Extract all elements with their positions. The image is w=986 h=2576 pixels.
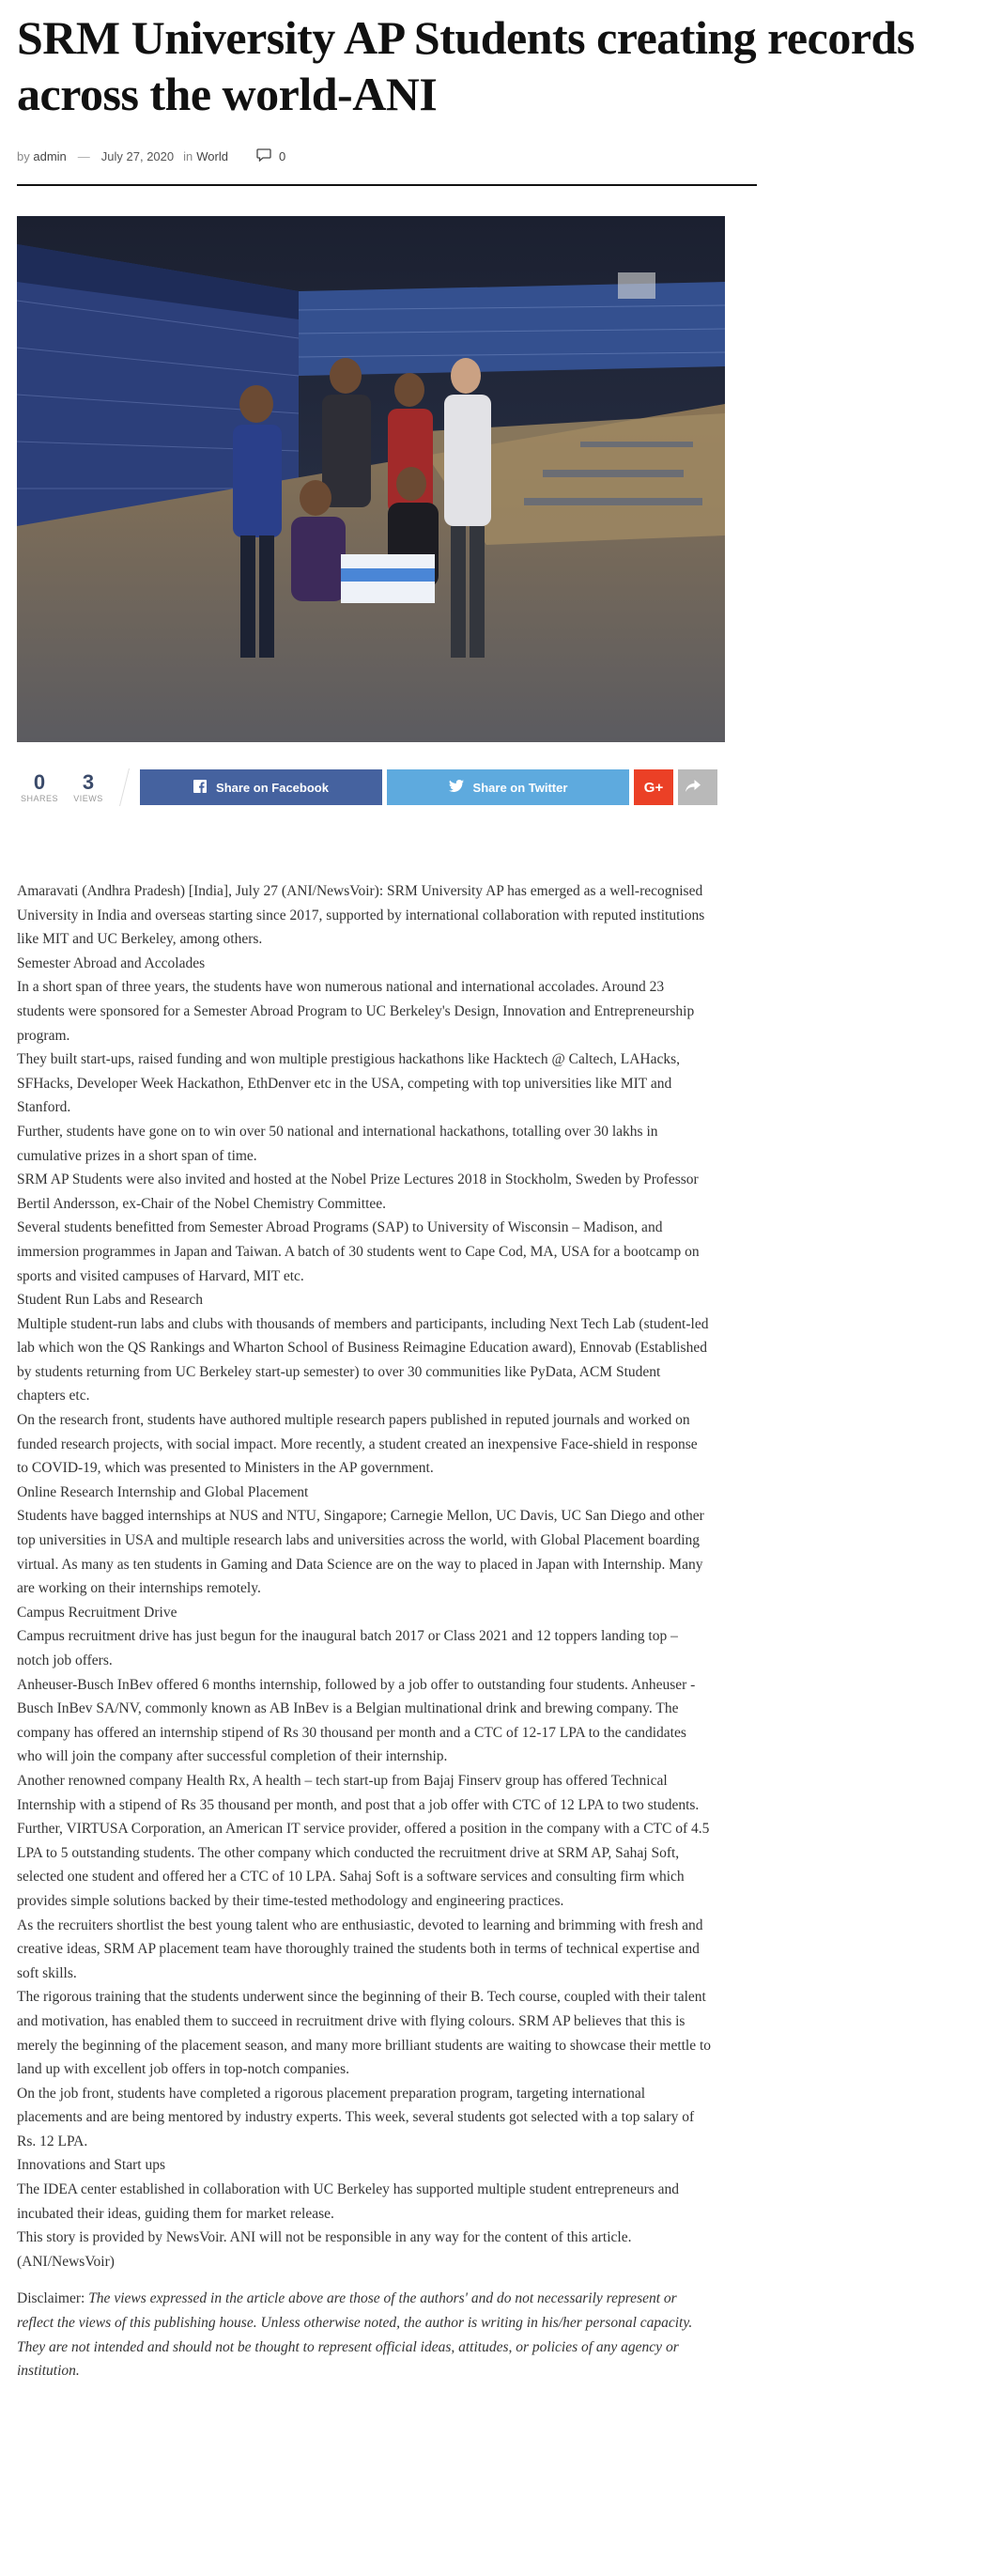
article-paragraph: Several students benefitted from Semester Abroad Programs (SAP) to University of Wisconsin – Madison, and immersion programmes in Japan and Taiwan. A batch of 30 students went to Cape Cod, MA, USA for a bootcamp on sports and visited campuses of Harvard, MIT etc. xyxy=(17,1219,700,1284)
article-paragraph: Innovations and Start ups xyxy=(17,2157,165,2174)
in-label: in xyxy=(183,148,193,163)
article-paragraph: They built start-ups, raised funding and won multiple prestigious hackathons like Hacktech @ Caltech, LAHacks, SFHacks, Developer Week Hackathon, EthDenver etc in the USA, competing with top universities like MIT and Stanford. xyxy=(17,1051,681,1116)
article-paragraph: As the recruiters shortlist the best young talent who are enthusiastic, devoted to learning and brimming with fresh and creative ideas, SRM AP placement team have thoroughly trained the students both in terms of technical expertise and soft skills. xyxy=(17,1916,703,1981)
article-paragraph: In a short span of three years, the students have won numerous national and international accolades. Around 23 students were sponsored for a Semester Abroad Program to UC Berkeley's Design, Innovation and Entrepreneurship program. xyxy=(17,979,695,1044)
article-paragraph: The rigorous training that the students underwent since the beginning of their B. Tech course, coupled with their talent and motivation, has enabled them to succeed in recruitment drive with flying colours. SRM AP believes that this is merely the beginning of the placement season, and many more brilliant students are waiting to showcase their mettle to land up with excellent job offers in top-notch companies. xyxy=(17,1989,712,2078)
article-title: SRM University AP Students creating records across the world-ANI xyxy=(17,11,915,120)
twitter-icon xyxy=(449,780,473,795)
title-divider xyxy=(17,184,757,186)
article-paragraph: Online Research Internship and Global Placement xyxy=(17,1483,309,1500)
article-paragraph: Further, VIRTUSA Corporation, an American IT service provider, offered a position in the company with a CTC of 4.5 LPA to 5 outstanding students. The other company which conducted the recruitment drive at SRM AP, Sahaj Soft, selected one student and offered her a CTC of 10 LPA. Sahaj Soft is a software services and consulting firm which provides simple solutions backed by their time-tested methodology and engineering practices. xyxy=(17,1821,710,1909)
shares-count: 0 xyxy=(33,770,46,794)
disclaimer-label: Disclaimer: xyxy=(17,2290,85,2307)
facebook-icon xyxy=(193,780,216,796)
article-paragraph: This story is provided by NewsVoir. ANI will not be responsible in any way for the content of this article. (ANI/NewsVoir) xyxy=(17,2229,632,2270)
article-paragraph: Anheuser-Busch InBev offered 6 months internship, followed by a job offer to outstanding four students. Anheuser -Busch InBev SA/NV, commonly known as AB InBev is a Belgian multinational drink and brewing company. The company has offered an internship stipend of Rs 30 thousand per month and a CTC of 12-17 LPA to the candidates who will join the company after successful completion of their internship. xyxy=(17,1676,696,1765)
author-link[interactable]: admin xyxy=(33,148,67,163)
twitter-label: Share on Twitter xyxy=(472,780,568,795)
article-paragraph: Campus recruitment drive has just begun for the inaugural batch 2017 or Class 2021 and 12 toppers landing top – notch job offers. xyxy=(17,1628,678,1668)
googleplus-icon: G+ xyxy=(643,779,664,796)
views-label: VIEWS xyxy=(73,794,103,803)
featured-photo xyxy=(17,216,725,742)
article-paragraph: Amaravati (Andhra Pradesh) [India], July 27 (ANI/NewsVoir): SRM University AP has emerged as a well-recognised University in India and overseas starting since 2017, supported by international collaboration with reputed institutions like MIT and UC Berkeley, among others. xyxy=(17,883,705,948)
article-paragraph: Multiple student-run labs and clubs with thousands of members and participants, including Next Tech Lab (student-led lab which won the QS Rankings and Wharton School of Business Reimagine Education award), Ennovab (Established by students returning from UC Berkeley start-up semester) to over 30 communities like PyData, ACM Student chapters etc. xyxy=(17,1315,709,1404)
article-paragraph: Campus Recruitment Drive xyxy=(17,1604,177,1621)
article-paragraph: Semester Abroad and Accolades xyxy=(17,954,206,971)
comment-count: 0 xyxy=(278,148,286,163)
article-paragraph: Another renowned company Health Rx, A health – tech start-up from Bajaj Finserv group has offered Technical Internship with a stipend of Rs 35 thousand per month, and post that a job offer with CTC of 12 LPA to two students. xyxy=(17,1772,700,1813)
views-count: 3 xyxy=(82,770,95,794)
share-twitter-button[interactable] xyxy=(387,769,629,805)
date-link[interactable]: July 27, 2020 xyxy=(100,148,175,163)
facebook-label: Share on Facebook xyxy=(216,780,329,795)
article-paragraph: Student Run Labs and Research xyxy=(17,1292,204,1309)
share-arrow-icon xyxy=(686,780,710,795)
meta-separator: — xyxy=(77,148,90,163)
category-link[interactable]: World xyxy=(196,148,228,163)
views-stat xyxy=(66,771,111,803)
disclaimer-text: The views expressed in the article above are those of the authors' and do not necessarily represent or reflect the views of this publishing house. Unless otherwise noted, the author is writing in his/her personal capacity. They are not intended and should not be thought to represent official ideas, attitudes, or policies of any agency or institution. xyxy=(17,2290,693,2380)
by-label: by xyxy=(17,148,30,163)
article-meta xyxy=(17,147,969,165)
article-paragraph: On the research front, students have authored multiple research papers published in reputed journals and worked on funded research projects, with social impact. More recently, a student created an inexpensive Face-shield in response to COVID-19, which was presented to Ministers in the AP government. xyxy=(17,1412,698,1477)
article-paragraph: SRM AP Students were also invited and hosted at the Nobel Prize Lectures 2018 in Stockholm, Sweden by Professor Bertil Andersson, ex-Chair of the Nobel Chemistry Committee. xyxy=(17,1172,699,1212)
article-body xyxy=(17,879,712,2273)
share-more-button[interactable] xyxy=(678,769,717,805)
comments-link[interactable] xyxy=(256,148,285,164)
share-googleplus-button[interactable] xyxy=(634,769,673,805)
disclaimer xyxy=(17,2287,712,2382)
shares-label: SHARES xyxy=(20,794,58,803)
speech-bubble-icon xyxy=(256,148,279,164)
shares-stat xyxy=(17,771,62,803)
article-paragraph: Students have bagged internships at NUS and NTU, Singapore; Carnegie Mellon, UC Davis, UC San Diego and other top universities in USA and multiple research labs and universities across the world, with Global Placement boarding virtual. As many as ten students in Gaming and Data Science are on the way to placed in Japan with Internship. Many are working on their internships remotely. xyxy=(17,1508,704,1597)
stats-divider xyxy=(119,768,130,806)
article-page xyxy=(0,9,986,2383)
article-paragraph: The IDEA center established in collaboration with UC Berkeley has supported multiple student entrepreneurs and incubated their ideas, guiding them for market release. xyxy=(17,2181,680,2222)
share-bar xyxy=(17,768,969,806)
share-facebook-button[interactable] xyxy=(140,769,382,805)
article-paragraph: Further, students have gone on to win over 50 national and international hackathons, totalling over 30 lakhs in cumulative prizes in a short span of time. xyxy=(17,1123,658,1164)
article-paragraph: On the job front, students have completed a rigorous placement preparation program, targeting international placements and are being mentored by industry experts. This week, several students got selected with a top salary of Rs. 12 LPA. xyxy=(17,2085,695,2149)
